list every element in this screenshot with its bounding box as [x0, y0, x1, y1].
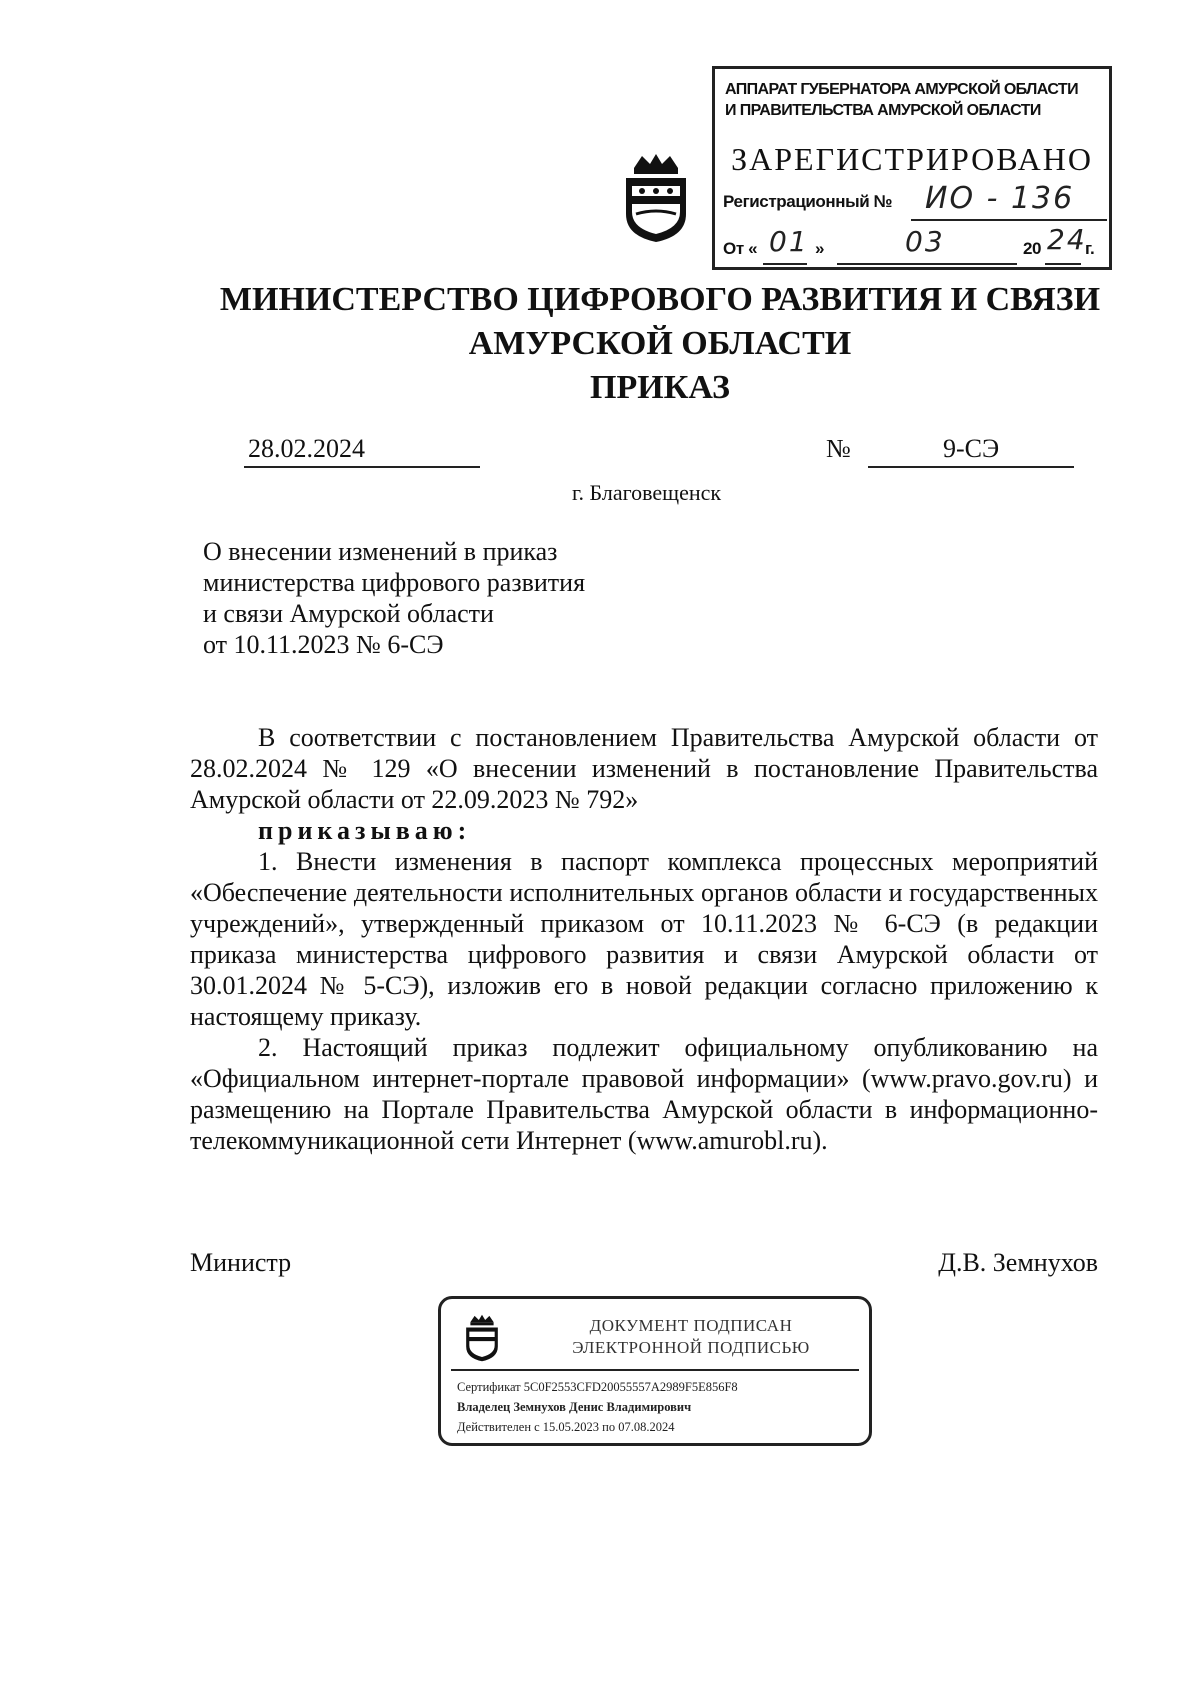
stamp-date-prefix: От «: [723, 239, 758, 258]
esign-title-line2: ЭЛЕКТРОННОЙ ПОДПИСЬЮ: [572, 1338, 810, 1357]
subject-line1: О внесении изменений в приказ: [203, 537, 558, 566]
order-number: 9-СЭ: [943, 434, 1000, 463]
stamp-title: ЗАРЕГИСТРИРОВАНО: [731, 141, 1093, 177]
signature-role: Министр: [190, 1248, 292, 1277]
esign-separator: [451, 1369, 859, 1371]
stamp-date-month: 03: [905, 225, 945, 258]
esign-certificate: Сертификат 5C0F2553CFD20055557A2989F5E856F8: [457, 1380, 738, 1394]
stamp-reg-number-underline: [911, 219, 1107, 221]
stamp-date-year-prefix: 20: [1023, 239, 1042, 258]
body-item-2: 2. Настоящий приказ подлежит официальному опубликованию на «Официальном интернет-портале правовой информации» (www.pravo.gov.ru) и размещению на Портале Правительства Амурской области в информационно-телекоммуникационной сети Интернет (www.amurobl.ru).: [190, 1033, 1098, 1155]
stamp-org-line1: АППАРАТ ГУБЕРНАТОРА АМУРСКОЙ ОБЛАСТИ: [725, 81, 1078, 98]
stamp-month-underline: [837, 263, 1017, 265]
esign-title: [531, 1315, 851, 1359]
stamp-day-underline: [763, 263, 807, 265]
order-place: г. Благовещенск: [572, 480, 722, 505]
body-order-word: приказываю:: [258, 816, 472, 845]
stamp-date-year-suffix: 24: [1047, 223, 1087, 256]
order-date-underline: [244, 466, 480, 468]
stamp-org-line2: И ПРАВИТЕЛЬСТВА АМУРСКОЙ ОБЛАСТИ: [725, 102, 1041, 119]
stamp-organization: [725, 79, 1105, 121]
signature-name: Д.В. Земнухов: [938, 1248, 1098, 1277]
order-number-underline: [868, 466, 1074, 468]
heading-doc-type: ПРИКАЗ: [590, 369, 730, 406]
stamp-reg-number-value: ИО - 136: [925, 181, 1075, 216]
esign-validity: Действителен с 15.05.2023 по 07.08.2024: [457, 1420, 675, 1434]
order-body: [190, 722, 1098, 1156]
subject-line2: министерства цифрового развития: [203, 568, 586, 597]
esign-owner: Владелец Земнухов Денис Владимирович: [457, 1400, 692, 1414]
body-preamble: В соответствии с постановлением Правительства Амурской области от 28.02.2024 № 129 «О внесении изменений в постановление Правительства Амурской области от 22.09.2023 № 792»: [190, 723, 1098, 814]
stamp-date-day: 01: [769, 225, 809, 258]
esign-title-line1: ДОКУМЕНТ ПОДПИСАН: [589, 1316, 793, 1335]
stamp-date-suffix: г.: [1085, 239, 1095, 258]
subject-line3: и связи Амурской области: [203, 599, 494, 628]
stamp-date-day-close: »: [815, 239, 825, 258]
electronic-signature-stamp: [438, 1296, 872, 1446]
registration-stamp: [712, 66, 1112, 270]
document-heading: [0, 278, 1200, 410]
heading-region: АМУРСКОЙ ОБЛАСТИ: [468, 325, 852, 362]
stamp-year-underline: [1045, 263, 1081, 265]
stamp-reg-number-row: [723, 190, 892, 214]
esign-coat-of-arms-icon: [463, 1313, 501, 1363]
order-subject: [203, 536, 723, 660]
heading-ministry: МИНИСТЕРСТВО ЦИФРОВОГО РАЗВИТИЯ И СВЯЗИ: [219, 281, 1101, 318]
coat-of-arms-icon: [620, 152, 692, 244]
subject-line4: от 10.11.2023 № 6-СЭ: [203, 630, 444, 659]
order-date: 28.02.2024: [248, 434, 365, 463]
stamp-reg-number-label: Регистрационный №: [723, 192, 893, 211]
body-item-1: 1. Внести изменения в паспорт комплекса процессных мероприятий «Обеспечение деятельности исполнительных органов области и государственных учреждений», утвержденный приказом от 10.11.2023 № 6-СЭ (в редакции приказа министерства цифрового развития и связи Амурской области от 30.01.2024 № 5-СЭ), изложив его в новой редакции согласно приложению к настоящему приказу.: [190, 847, 1098, 1031]
order-number-label: №: [826, 434, 851, 463]
